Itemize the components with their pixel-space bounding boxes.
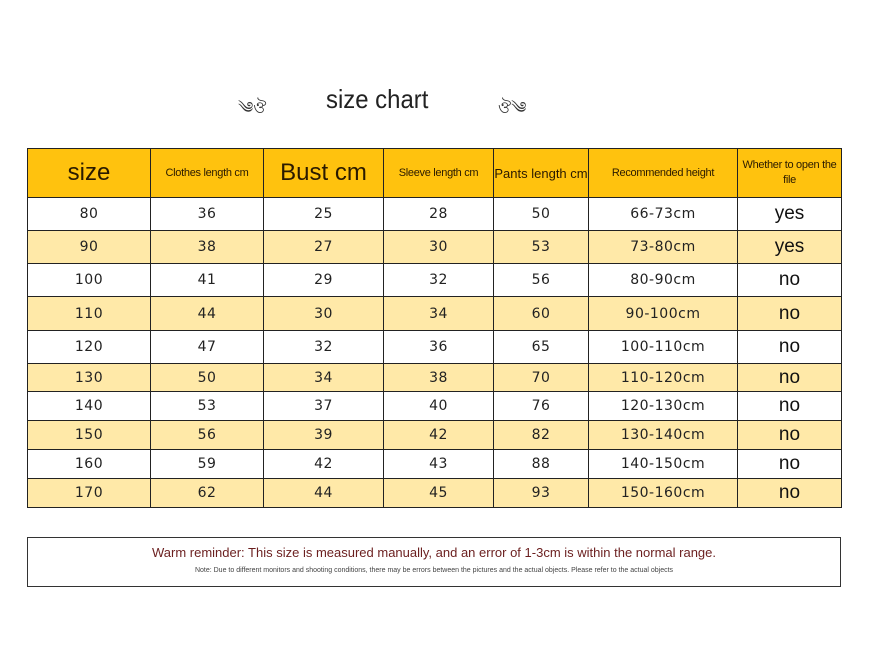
table-cell: 56 [494,264,589,297]
table-cell: 56 [151,421,264,450]
table-cell: 65 [494,331,589,364]
table-row [28,231,842,264]
table-cell: 42 [264,450,384,479]
table-cell: 39 [264,421,384,450]
table-cell: 76 [494,392,589,421]
table-row [28,198,842,231]
title-row [0,82,870,118]
table-cell: 53 [494,231,589,264]
table-row [28,264,842,297]
table-cell: 110 [28,297,151,331]
table-row [28,450,842,479]
size-chart-table [27,148,842,508]
header-clothes-length: Clothes length cm [151,149,264,198]
table-cell: 120 [28,331,151,364]
table-cell: 100-110cm [589,331,738,364]
table-row [28,297,842,331]
table-cell: 59 [151,450,264,479]
open-file-cell: no [738,364,842,392]
open-file-cell: no [738,479,842,508]
reminder-note-text: Note: Due to different monitors and shooting conditions, there may be errors between the pictures and the actual objects. Please refer to the actual objects [194,567,674,574]
table-cell: 150-160cm [589,479,738,508]
table-cell: 88 [494,450,589,479]
table-cell: 90 [28,231,151,264]
table-cell: 28 [384,198,494,231]
table-cell: 40 [384,392,494,421]
open-file-cell: no [738,421,842,450]
table-cell: 32 [384,264,494,297]
table-cell: 47 [151,331,264,364]
table-row [28,364,842,392]
table-cell: 80-90cm [589,264,738,297]
table-cell: 38 [384,364,494,392]
open-file-cell: no [738,392,842,421]
table-cell: 25 [264,198,384,231]
table-cell: 43 [384,450,494,479]
table-cell: 66-73cm [589,198,738,231]
table-cell: 37 [264,392,384,421]
table-cell: 29 [264,264,384,297]
table-cell: 130 [28,364,151,392]
open-file-cell: yes [738,198,842,231]
table-cell: 30 [264,297,384,331]
header-pants-length: Pants length cm [494,149,589,198]
header-sleeve-length: Sleeve length cm [384,149,494,198]
table-cell: 34 [384,297,494,331]
table-header-row [28,149,842,198]
table-cell: 82 [494,421,589,450]
table-cell: 120-130cm [589,392,738,421]
table-cell: 90-100cm [589,297,738,331]
table-cell: 44 [264,479,384,508]
open-file-cell: no [738,264,842,297]
table-row [28,479,842,508]
table-cell: 73-80cm [589,231,738,264]
table-cell: 110-120cm [589,364,738,392]
header-bust: Bust cm [264,149,384,198]
table-cell: 44 [151,297,264,331]
table-row [28,421,842,450]
table-cell: 42 [384,421,494,450]
table-cell: 45 [384,479,494,508]
page-title: size chart [326,84,429,114]
table-cell: 80 [28,198,151,231]
table-cell: 150 [28,421,151,450]
open-file-cell: yes [738,231,842,264]
decorative-flourish-right: ঔ༄ [498,98,527,117]
table-body [28,198,842,508]
table-cell: 38 [151,231,264,264]
open-file-cell: no [738,331,842,364]
table-cell: 41 [151,264,264,297]
table-row [28,392,842,421]
table-cell: 34 [264,364,384,392]
header-size: size [28,149,151,198]
decorative-flourish-left: ༄ঔ [238,98,267,117]
table-cell: 36 [151,198,264,231]
table-cell: 53 [151,392,264,421]
table-cell: 50 [151,364,264,392]
table-cell: 60 [494,297,589,331]
table-cell: 70 [494,364,589,392]
reminder-main-text: Warm reminder: This size is measured manually, and an error of 1-3cm is within the normal range. [151,545,717,560]
table-cell: 27 [264,231,384,264]
open-file-cell: no [738,297,842,331]
table-cell: 30 [384,231,494,264]
table-cell: 36 [384,331,494,364]
table-cell: 170 [28,479,151,508]
table-cell: 50 [494,198,589,231]
table-cell: 93 [494,479,589,508]
table-cell: 62 [151,479,264,508]
header-open-file: Whether to open the file [738,149,842,198]
table-cell: 100 [28,264,151,297]
table-cell: 160 [28,450,151,479]
table-cell: 140-150cm [589,450,738,479]
header-recommended-height: Recommended height [589,149,738,198]
table-cell: 140 [28,392,151,421]
table-cell: 130-140cm [589,421,738,450]
open-file-cell: no [738,450,842,479]
table-cell: 32 [264,331,384,364]
table-row [28,331,842,364]
reminder-box [27,537,841,587]
